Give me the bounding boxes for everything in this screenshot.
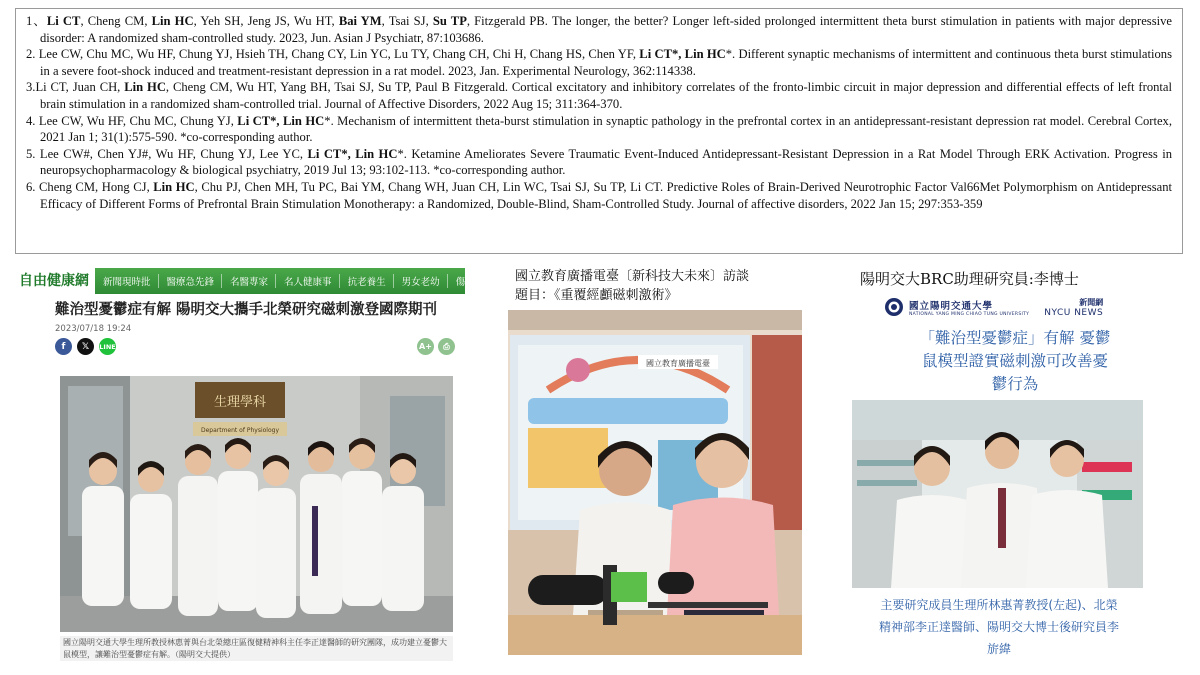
reference-text: 4. Lee CW, Wu HF, Chu MC, Chung YJ, (26, 113, 238, 128)
caption-line: 主要研究成員生理所林惠菁教授(左起)、北榮 (880, 598, 1118, 612)
news-menu-item[interactable]: 傷病 (455, 277, 475, 288)
share-buttons (55, 338, 116, 355)
reference-item (26, 79, 1172, 112)
university-name: 國立陽明交通大學 (909, 300, 994, 312)
reference-item (26, 113, 1172, 146)
studio-photo-illustration (508, 310, 802, 655)
reference-text: , Cheng CM, Wu HT, Yang BH, Tsai SJ, Su TP, Paul B Fitzgerald. Cortical excitatory and inhibitory correlates of the fronto-limbic circuit in major depression and differential effects of left frontal brain stimulation in a randomized sham-controlled trial. Journal of Affective Disorders, 2022 Aug 15; 311:364-370. (40, 80, 1172, 111)
news-label-zh: 新聞網 (1079, 297, 1104, 307)
news-logo[interactable] (15, 268, 95, 294)
author-highlight: Li CT*, Lin HC (237, 113, 325, 128)
reference-item (26, 46, 1172, 79)
nycu-photo-caption (848, 594, 1150, 660)
reference-text: *. Different synaptic mechanisms of intermittent and continuous theta burst stimulations in a severe foot-shock induced and treatment-resistant depression in a rat model. 2023, Jan. Experimental Neurology, 362:114338. (40, 47, 1173, 78)
team-photo-illustration (60, 376, 453, 632)
news-headline: 難治型憂鬱症有解 陽明交大攜手北榮研究磁刺激登國際期刊 (55, 302, 438, 318)
reference-item (26, 179, 1172, 212)
nycu-news-logo (1044, 297, 1103, 318)
nycu-heading: 陽明交大BRC助理研究員:李博士 (860, 270, 1079, 288)
reference-text: 2. Lee CW, Chu MC, Wu HF, Chung YJ, Hsieh TH, Chang CY, Lin YC, Lu TY, Chang CH, Chi H, Chang HS, Chen YF, (26, 47, 640, 62)
reference-text: 5. Lee CW#, Chen YJ#, Wu HF, Chung YJ, Lee YC, (26, 146, 308, 161)
news-menu (95, 274, 482, 288)
author-highlight: Lin HC (151, 14, 194, 28)
nycu-headline-line: 「難治型憂鬱症」有解 憂鬱 (919, 329, 1111, 347)
reference-text: 6. Cheng CM, Hong CJ, (26, 179, 154, 194)
news-menu-item[interactable]: 新聞現時批 (103, 274, 159, 288)
news-menu-item[interactable]: 醫療急先鋒 (167, 274, 223, 288)
reference-text: 、 (32, 14, 47, 28)
reference-text: , Chu PJ, Chen MH, Tu PC, Bai YM, Chang WH, Juan CH, Lin WC, Tsai SJ, Su TP, Li CT. Predictive Roles of Brain-Derived Neurotrophic Factor Val66Met Polymorphism on Antidepressant Efficacy of Different Forms of Prefrontal Brain Stimulation Monotherapy: a Randomized, Double-Blind, Sham-Controlled Study. Journal of affective disorders, 2022 Jan 15; 297:353-359 (40, 179, 1173, 211)
nycu-logo-row (884, 296, 1103, 318)
author-highlight: Su TP (432, 14, 467, 28)
reference-text: 1 (26, 14, 33, 28)
radio-station-sign: 國立教育廣播電臺 (646, 359, 710, 368)
print-icon[interactable]: ⎙ (438, 338, 455, 355)
author-highlight: Bai YM (338, 14, 382, 28)
nycu-headline-line: 鬱行為 (991, 375, 1039, 393)
reference-text: *. Ketamine Ameliorates Severe Traumatic Event-Induced Antidepressant-Resistant Depression in a Rat Model Through ERK Activation. Progress in neuropsychopharmacology & biological psychiatry, 2019 Jul 13; 93:102-113. *co-corresponding author. (40, 146, 1172, 178)
nycu-headline-line: 鼠模型證實磁刺激可改善憂 (921, 352, 1108, 370)
news-topbar (15, 268, 475, 294)
reference-list (15, 8, 1183, 254)
news-article-screenshot (15, 268, 475, 668)
author-highlight: Li CT*, Lin HC (307, 146, 398, 161)
reference-item (26, 13, 1172, 46)
author-highlight: Lin HC (124, 80, 166, 95)
news-logo-main: 健康網 (47, 273, 89, 289)
author-highlight: Lin HC (153, 179, 195, 194)
reference-text: *. Mechanism of intermittent theta-burst stimulation in synaptic pathology in the prefrontal cortex in an antidepressant-resistant depression rat model. Cerebral Cortex, 2021 Jan 1; 31(1):575-590. *co-corresponding author. (40, 113, 1172, 145)
reference-text: , Yeh SH, Jeng JS, Wu HT, (193, 14, 339, 28)
news-menu-item[interactable]: 男女老幼 (402, 274, 448, 288)
caption-line: 精神部李正達醫師、陽明交大博士後研究員李 (878, 620, 1119, 634)
news-menu-item[interactable]: 抗老養生 (348, 274, 394, 288)
lab-team-photo (852, 400, 1143, 588)
news-logo-prefix: 自由 (19, 273, 47, 289)
news-photo-caption: 國立陽明交通大學生理所教授林惠菁與台北榮總庄區復健精神科主任李正達醫師的研究團隊，成功建立憂鬱大鼠模型，讓難治型憂鬱症有解。（陽明交大提供） (60, 636, 453, 661)
font-size-icon[interactable]: A+ (417, 338, 434, 355)
radio-title: 國立教育廣播電臺〔新科技大未來〕訪談 (515, 269, 750, 284)
nycu-seal-icon (884, 297, 904, 317)
x-share-icon[interactable]: 𝕏 (77, 338, 94, 355)
news-date: 2023/07/18 19:24 (55, 324, 132, 334)
reference-text: , Tsai SJ, (381, 14, 433, 28)
radio-topic: 題目：《重覆經顱磁刺激術》 (515, 288, 678, 303)
line-share-icon[interactable]: LINE (99, 338, 116, 355)
dept-sign: 生理學科 (213, 395, 267, 410)
nycu-news-panel (840, 268, 1150, 668)
author-highlight: Li CT*, Lin HC (639, 47, 726, 62)
university-name-en: NATIONAL YANG MING CHIAO TUNG UNIVERSITY (909, 311, 1030, 317)
reference-text: , Fitzgerald PB. The longer, the better? Longer left-sided prolonged intermittent theta burst stimulation in patients with major depressive disorder: A randomized sham-controlled study. 2023, Jun. Asian J Psychiatr, 87:103686. (40, 14, 1172, 45)
news-menu-item[interactable]: 名人健康事 (284, 274, 340, 288)
author-highlight: Li CT (46, 14, 81, 28)
reference-text: , Cheng CM, (80, 14, 152, 28)
news-label-en: NYCU NEWS (1044, 307, 1104, 318)
radio-interview-panel (508, 268, 803, 668)
research-team-photo (60, 376, 453, 632)
news-menu-item[interactable]: 名醫專家 (230, 274, 276, 288)
dept-plaque: Department of Physiology (200, 427, 280, 434)
facebook-icon[interactable]: f (55, 338, 72, 355)
reference-item (26, 146, 1172, 179)
article-tools (417, 338, 455, 355)
reference-text: 3.Li CT, Juan CH, (26, 80, 125, 95)
radio-studio-photo (508, 310, 802, 655)
caption-line: 旂緯 (986, 642, 1011, 656)
lab-photo-illustration (852, 400, 1143, 588)
